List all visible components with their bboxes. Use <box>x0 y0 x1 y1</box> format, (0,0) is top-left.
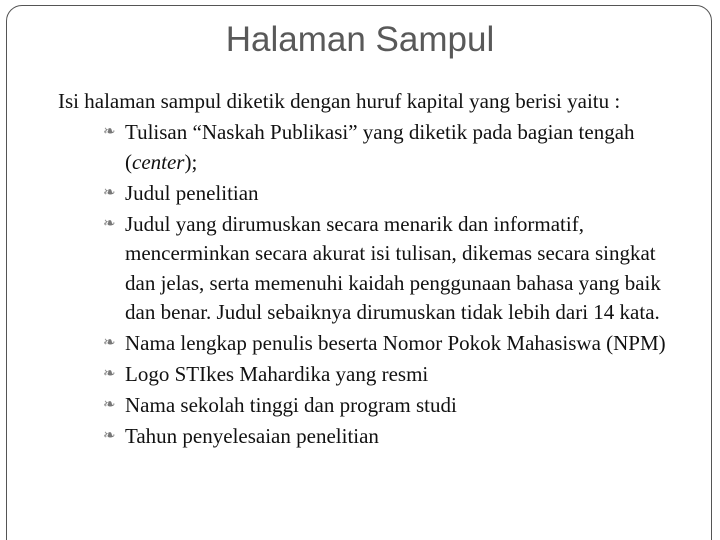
bullet-ornament-icon: ❧ <box>103 428 116 444</box>
bullet-ornament-icon: ❧ <box>103 124 116 140</box>
bullet-text: Logo STIkes Mahardika yang resmi <box>125 362 429 386</box>
bullet-item-nama-sekolah <box>103 391 688 421</box>
bullet-ornament-icon: ❧ <box>103 397 116 413</box>
bullet-list <box>58 118 688 452</box>
slide-title: Halaman Sampul <box>225 20 495 59</box>
bullet-text-post: ); <box>184 149 198 174</box>
bullet-item-nama-penulis <box>103 329 688 359</box>
bullet-item-tahun <box>103 422 688 452</box>
bullet-ornament-icon: ❧ <box>103 215 116 232</box>
intro-text: Isi halaman sampul diketik dengan huruf kapital yang berisi yaitu : <box>58 89 621 113</box>
bullet-text: Judul yang dirumuskan secara menarik dan informatif, mencerminkan secara akurat isi tulisan, dikemas secara singkat dan jelas, serta memenuhi kaidah penggunaan bahasa yang baik dan benar. Judul sebaiknya dirumuskan tidak lebih dari 14 kata. <box>125 211 661 324</box>
bullet-text-pre: Tulisan “Naskah Publikasi” yang diketik pada bagian tengah ( <box>125 120 635 174</box>
bullet-ornament-icon: ❧ <box>103 366 116 382</box>
bullet-text: Tahun penyelesaian penelitian <box>125 424 379 448</box>
slide-content <box>58 87 688 453</box>
bullet-text: Judul penelitian <box>125 180 259 205</box>
bullet-text: Nama sekolah tinggi dan program studi <box>125 393 457 417</box>
bullet-item-logo <box>103 360 688 390</box>
bullet-ornament-icon: ❧ <box>103 335 116 351</box>
bullet-text-italic: center <box>132 149 185 174</box>
bullet-text: Nama lengkap penulis beserta Nomor Pokok Mahasiswa (NPM) <box>125 331 666 355</box>
bullet-item-judul-dirumuskan <box>103 210 688 328</box>
bullet-item-naskah-publikasi <box>103 118 688 177</box>
bullet-ornament-icon: ❧ <box>103 184 116 201</box>
bullet-item-judul-penelitian <box>103 179 688 209</box>
